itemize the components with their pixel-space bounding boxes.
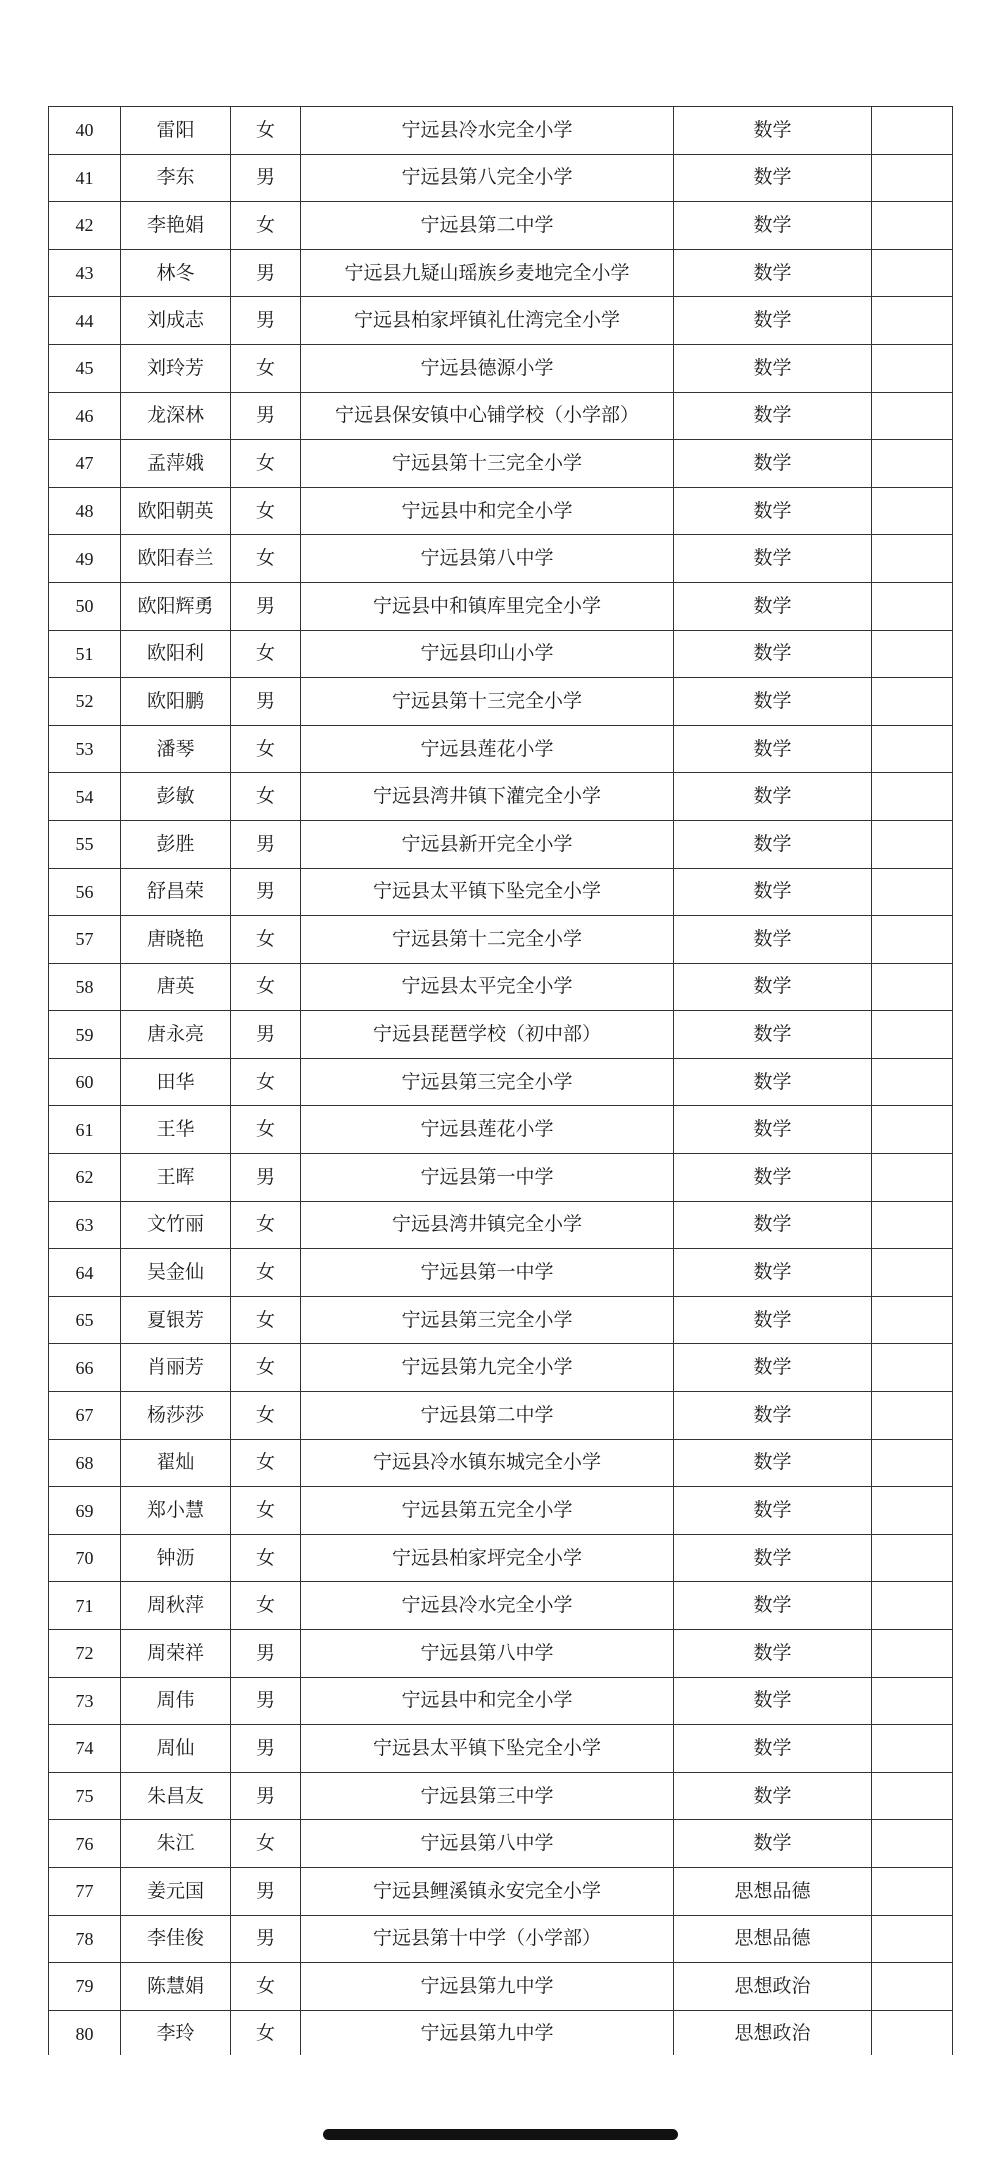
note-cell bbox=[872, 297, 953, 345]
table-row bbox=[49, 1534, 953, 1582]
gender-cell: 男 bbox=[231, 1154, 301, 1202]
subject-cell: 数学 bbox=[674, 1487, 872, 1535]
table-row bbox=[49, 344, 953, 392]
subject-cell: 思想品德 bbox=[674, 1867, 872, 1915]
note-cell bbox=[872, 344, 953, 392]
teacher-name-cell: 李东 bbox=[121, 154, 231, 202]
school-cell: 宁远县第八中学 bbox=[301, 1820, 674, 1868]
subject-cell: 数学 bbox=[674, 1677, 872, 1725]
school-cell: 宁远县琵琶学校（初中部） bbox=[301, 1011, 674, 1059]
gender-cell: 男 bbox=[231, 154, 301, 202]
note-cell bbox=[872, 440, 953, 488]
subject-cell: 数学 bbox=[674, 1201, 872, 1249]
school-cell: 宁远县莲花小学 bbox=[301, 725, 674, 773]
note-cell bbox=[872, 725, 953, 773]
table-row bbox=[49, 630, 953, 678]
subject-cell: 数学 bbox=[674, 107, 872, 155]
subject-cell: 思想政治 bbox=[674, 1963, 872, 2011]
gender-cell: 男 bbox=[231, 249, 301, 297]
row-number-cell: 50 bbox=[49, 582, 121, 630]
gender-cell: 男 bbox=[231, 1915, 301, 1963]
gender-cell: 女 bbox=[231, 1296, 301, 1344]
gender-cell: 女 bbox=[231, 630, 301, 678]
row-number-cell: 69 bbox=[49, 1487, 121, 1535]
school-cell: 宁远县第九中学 bbox=[301, 2010, 674, 2055]
table-row bbox=[49, 820, 953, 868]
school-cell: 宁远县冷水完全小学 bbox=[301, 1582, 674, 1630]
note-cell bbox=[872, 1820, 953, 1868]
note-cell bbox=[872, 154, 953, 202]
note-cell bbox=[872, 2010, 953, 2055]
note-cell bbox=[872, 773, 953, 821]
row-number-cell: 57 bbox=[49, 916, 121, 964]
table-row bbox=[49, 1392, 953, 1440]
gender-cell: 女 bbox=[231, 916, 301, 964]
gender-cell: 女 bbox=[231, 1487, 301, 1535]
row-number-cell: 51 bbox=[49, 630, 121, 678]
note-cell bbox=[872, 1630, 953, 1678]
gender-cell: 男 bbox=[231, 297, 301, 345]
subject-cell: 数学 bbox=[674, 963, 872, 1011]
table-row bbox=[49, 1630, 953, 1678]
note-cell bbox=[872, 630, 953, 678]
row-number-cell: 80 bbox=[49, 2010, 121, 2055]
note-cell bbox=[872, 487, 953, 535]
school-cell: 宁远县中和镇库里完全小学 bbox=[301, 582, 674, 630]
subject-cell: 数学 bbox=[674, 1820, 872, 1868]
school-cell: 宁远县太平镇下坠完全小学 bbox=[301, 1725, 674, 1773]
gender-cell: 女 bbox=[231, 1201, 301, 1249]
row-number-cell: 72 bbox=[49, 1630, 121, 1678]
row-number-cell: 53 bbox=[49, 725, 121, 773]
table-row bbox=[49, 2010, 953, 2055]
teacher-name-cell: 唐永亮 bbox=[121, 1011, 231, 1059]
row-number-cell: 71 bbox=[49, 1582, 121, 1630]
teacher-name-cell: 吴金仙 bbox=[121, 1249, 231, 1297]
subject-cell: 数学 bbox=[674, 154, 872, 202]
subject-cell: 数学 bbox=[674, 1392, 872, 1440]
gender-cell: 女 bbox=[231, 487, 301, 535]
teacher-name-cell: 田华 bbox=[121, 1058, 231, 1106]
table-row bbox=[49, 1439, 953, 1487]
school-cell: 宁远县柏家坪完全小学 bbox=[301, 1534, 674, 1582]
school-cell: 宁远县德源小学 bbox=[301, 344, 674, 392]
teacher-name-cell: 翟灿 bbox=[121, 1439, 231, 1487]
gender-cell: 女 bbox=[231, 963, 301, 1011]
teacher-name-cell: 刘成志 bbox=[121, 297, 231, 345]
note-cell bbox=[872, 820, 953, 868]
row-number-cell: 75 bbox=[49, 1772, 121, 1820]
teacher-roster-sheet bbox=[48, 106, 952, 2055]
gender-cell: 男 bbox=[231, 820, 301, 868]
teacher-name-cell: 欧阳朝英 bbox=[121, 487, 231, 535]
gender-cell: 女 bbox=[231, 1963, 301, 2011]
note-cell bbox=[872, 249, 953, 297]
gender-cell: 男 bbox=[231, 1867, 301, 1915]
subject-cell: 数学 bbox=[674, 1154, 872, 1202]
gender-cell: 女 bbox=[231, 344, 301, 392]
teacher-name-cell: 唐晓艳 bbox=[121, 916, 231, 964]
subject-cell: 数学 bbox=[674, 535, 872, 583]
note-cell bbox=[872, 392, 953, 440]
school-cell: 宁远县鲤溪镇永安完全小学 bbox=[301, 1867, 674, 1915]
teacher-name-cell: 彭胜 bbox=[121, 820, 231, 868]
teacher-roster-table bbox=[48, 106, 953, 2055]
note-cell bbox=[872, 1725, 953, 1773]
teacher-name-cell: 朱昌友 bbox=[121, 1772, 231, 1820]
gender-cell: 女 bbox=[231, 440, 301, 488]
row-number-cell: 73 bbox=[49, 1677, 121, 1725]
note-cell bbox=[872, 1344, 953, 1392]
teacher-name-cell: 欧阳辉勇 bbox=[121, 582, 231, 630]
table-row bbox=[49, 1296, 953, 1344]
teacher-name-cell: 龙深林 bbox=[121, 392, 231, 440]
row-number-cell: 54 bbox=[49, 773, 121, 821]
row-number-cell: 65 bbox=[49, 1296, 121, 1344]
note-cell bbox=[872, 1534, 953, 1582]
teacher-name-cell: 钟沥 bbox=[121, 1534, 231, 1582]
teacher-name-cell: 欧阳利 bbox=[121, 630, 231, 678]
row-number-cell: 42 bbox=[49, 202, 121, 250]
table-row bbox=[49, 1677, 953, 1725]
row-number-cell: 47 bbox=[49, 440, 121, 488]
subject-cell: 数学 bbox=[674, 202, 872, 250]
note-cell bbox=[872, 202, 953, 250]
table-row bbox=[49, 1915, 953, 1963]
subject-cell: 思想政治 bbox=[674, 2010, 872, 2055]
row-number-cell: 55 bbox=[49, 820, 121, 868]
school-cell: 宁远县冷水镇东城完全小学 bbox=[301, 1439, 674, 1487]
teacher-name-cell: 舒昌荣 bbox=[121, 868, 231, 916]
gender-cell: 男 bbox=[231, 582, 301, 630]
subject-cell: 数学 bbox=[674, 1106, 872, 1154]
subject-cell: 数学 bbox=[674, 440, 872, 488]
note-cell bbox=[872, 1772, 953, 1820]
subject-cell: 数学 bbox=[674, 725, 872, 773]
note-cell bbox=[872, 1439, 953, 1487]
row-number-cell: 66 bbox=[49, 1344, 121, 1392]
gender-cell: 女 bbox=[231, 1534, 301, 1582]
subject-cell: 数学 bbox=[674, 249, 872, 297]
gender-cell: 男 bbox=[231, 1630, 301, 1678]
row-number-cell: 68 bbox=[49, 1439, 121, 1487]
subject-cell: 数学 bbox=[674, 1058, 872, 1106]
note-cell bbox=[872, 963, 953, 1011]
row-number-cell: 62 bbox=[49, 1154, 121, 1202]
note-cell bbox=[872, 1154, 953, 1202]
teacher-name-cell: 王晖 bbox=[121, 1154, 231, 1202]
note-cell bbox=[872, 1915, 953, 1963]
subject-cell: 数学 bbox=[674, 1249, 872, 1297]
row-number-cell: 61 bbox=[49, 1106, 121, 1154]
teacher-name-cell: 欧阳鹏 bbox=[121, 678, 231, 726]
school-cell: 宁远县第二中学 bbox=[301, 202, 674, 250]
table-row bbox=[49, 1820, 953, 1868]
teacher-name-cell: 周荣祥 bbox=[121, 1630, 231, 1678]
subject-cell: 数学 bbox=[674, 630, 872, 678]
teacher-name-cell: 林冬 bbox=[121, 249, 231, 297]
row-number-cell: 45 bbox=[49, 344, 121, 392]
row-number-cell: 46 bbox=[49, 392, 121, 440]
gender-cell: 女 bbox=[231, 773, 301, 821]
teacher-name-cell: 朱江 bbox=[121, 1820, 231, 1868]
table-row bbox=[49, 725, 953, 773]
note-cell bbox=[872, 868, 953, 916]
table-row bbox=[49, 1154, 953, 1202]
row-number-cell: 67 bbox=[49, 1392, 121, 1440]
gender-cell: 男 bbox=[231, 1725, 301, 1773]
school-cell: 宁远县太平完全小学 bbox=[301, 963, 674, 1011]
table-row bbox=[49, 440, 953, 488]
gender-cell: 女 bbox=[231, 1058, 301, 1106]
school-cell: 宁远县九疑山瑶族乡麦地完全小学 bbox=[301, 249, 674, 297]
home-indicator-bar[interactable] bbox=[323, 2129, 678, 2140]
table-row bbox=[49, 1772, 953, 1820]
teacher-name-cell: 李艳娟 bbox=[121, 202, 231, 250]
note-cell bbox=[872, 1201, 953, 1249]
gender-cell: 男 bbox=[231, 1677, 301, 1725]
school-cell: 宁远县印山小学 bbox=[301, 630, 674, 678]
table-row bbox=[49, 1201, 953, 1249]
table-row bbox=[49, 1582, 953, 1630]
gender-cell: 女 bbox=[231, 1820, 301, 1868]
teacher-name-cell: 周秋萍 bbox=[121, 1582, 231, 1630]
subject-cell: 数学 bbox=[674, 1011, 872, 1059]
gender-cell: 男 bbox=[231, 1772, 301, 1820]
teacher-name-cell: 杨莎莎 bbox=[121, 1392, 231, 1440]
row-number-cell: 43 bbox=[49, 249, 121, 297]
note-cell bbox=[872, 1296, 953, 1344]
table-row bbox=[49, 202, 953, 250]
teacher-name-cell: 欧阳春兰 bbox=[121, 535, 231, 583]
subject-cell: 数学 bbox=[674, 678, 872, 726]
school-cell: 宁远县冷水完全小学 bbox=[301, 107, 674, 155]
subject-cell: 数学 bbox=[674, 487, 872, 535]
row-number-cell: 44 bbox=[49, 297, 121, 345]
table-row bbox=[49, 1249, 953, 1297]
school-cell: 宁远县第九完全小学 bbox=[301, 1344, 674, 1392]
teacher-name-cell: 周伟 bbox=[121, 1677, 231, 1725]
row-number-cell: 76 bbox=[49, 1820, 121, 1868]
row-number-cell: 60 bbox=[49, 1058, 121, 1106]
teacher-name-cell: 陈慧娟 bbox=[121, 1963, 231, 2011]
teacher-name-cell: 文竹丽 bbox=[121, 1201, 231, 1249]
table-row bbox=[49, 535, 953, 583]
table-row bbox=[49, 582, 953, 630]
gender-cell: 女 bbox=[231, 1439, 301, 1487]
table-row bbox=[49, 1058, 953, 1106]
subject-cell: 思想品德 bbox=[674, 1915, 872, 1963]
table-row bbox=[49, 1867, 953, 1915]
school-cell: 宁远县第八中学 bbox=[301, 535, 674, 583]
subject-cell: 数学 bbox=[674, 297, 872, 345]
subject-cell: 数学 bbox=[674, 582, 872, 630]
subject-cell: 数学 bbox=[674, 1296, 872, 1344]
teacher-name-cell: 刘玲芳 bbox=[121, 344, 231, 392]
table-row bbox=[49, 678, 953, 726]
note-cell bbox=[872, 916, 953, 964]
note-cell bbox=[872, 1582, 953, 1630]
teacher-name-cell: 彭敏 bbox=[121, 773, 231, 821]
table-row bbox=[49, 1011, 953, 1059]
subject-cell: 数学 bbox=[674, 392, 872, 440]
row-number-cell: 58 bbox=[49, 963, 121, 1011]
row-number-cell: 41 bbox=[49, 154, 121, 202]
note-cell bbox=[872, 678, 953, 726]
note-cell bbox=[872, 1963, 953, 2011]
subject-cell: 数学 bbox=[674, 1725, 872, 1773]
teacher-name-cell: 雷阳 bbox=[121, 107, 231, 155]
subject-cell: 数学 bbox=[674, 344, 872, 392]
subject-cell: 数学 bbox=[674, 1630, 872, 1678]
row-number-cell: 78 bbox=[49, 1915, 121, 1963]
note-cell bbox=[872, 1867, 953, 1915]
teacher-name-cell: 李佳俊 bbox=[121, 1915, 231, 1963]
gender-cell: 男 bbox=[231, 678, 301, 726]
school-cell: 宁远县中和完全小学 bbox=[301, 1677, 674, 1725]
school-cell: 宁远县第十三完全小学 bbox=[301, 678, 674, 726]
row-number-cell: 64 bbox=[49, 1249, 121, 1297]
row-number-cell: 79 bbox=[49, 1963, 121, 2011]
note-cell bbox=[872, 1677, 953, 1725]
school-cell: 宁远县第一中学 bbox=[301, 1249, 674, 1297]
school-cell: 宁远县莲花小学 bbox=[301, 1106, 674, 1154]
row-number-cell: 63 bbox=[49, 1201, 121, 1249]
teacher-name-cell: 孟萍娥 bbox=[121, 440, 231, 488]
school-cell: 宁远县湾井镇完全小学 bbox=[301, 1201, 674, 1249]
row-number-cell: 56 bbox=[49, 868, 121, 916]
school-cell: 宁远县第三完全小学 bbox=[301, 1296, 674, 1344]
note-cell bbox=[872, 107, 953, 155]
school-cell: 宁远县第五完全小学 bbox=[301, 1487, 674, 1535]
subject-cell: 数学 bbox=[674, 916, 872, 964]
table-row bbox=[49, 392, 953, 440]
row-number-cell: 70 bbox=[49, 1534, 121, 1582]
table-row bbox=[49, 154, 953, 202]
school-cell: 宁远县第八完全小学 bbox=[301, 154, 674, 202]
teacher-name-cell: 潘琴 bbox=[121, 725, 231, 773]
school-cell: 宁远县湾井镇下灌完全小学 bbox=[301, 773, 674, 821]
school-cell: 宁远县第二中学 bbox=[301, 1392, 674, 1440]
teacher-name-cell: 周仙 bbox=[121, 1725, 231, 1773]
school-cell: 宁远县保安镇中心铺学校（小学部） bbox=[301, 392, 674, 440]
subject-cell: 数学 bbox=[674, 1534, 872, 1582]
school-cell: 宁远县柏家坪镇礼仕湾完全小学 bbox=[301, 297, 674, 345]
gender-cell: 女 bbox=[231, 1344, 301, 1392]
gender-cell: 女 bbox=[231, 1582, 301, 1630]
school-cell: 宁远县太平镇下坠完全小学 bbox=[301, 868, 674, 916]
gender-cell: 女 bbox=[231, 2010, 301, 2055]
table-row bbox=[49, 1344, 953, 1392]
table-row bbox=[49, 963, 953, 1011]
row-number-cell: 77 bbox=[49, 1867, 121, 1915]
school-cell: 宁远县第三完全小学 bbox=[301, 1058, 674, 1106]
roster-body bbox=[49, 107, 953, 2055]
teacher-name-cell: 姜元国 bbox=[121, 1867, 231, 1915]
gender-cell: 女 bbox=[231, 1249, 301, 1297]
subject-cell: 数学 bbox=[674, 1772, 872, 1820]
table-row bbox=[49, 773, 953, 821]
teacher-name-cell: 夏银芳 bbox=[121, 1296, 231, 1344]
table-row bbox=[49, 249, 953, 297]
table-row bbox=[49, 916, 953, 964]
table-row bbox=[49, 107, 953, 155]
row-number-cell: 49 bbox=[49, 535, 121, 583]
gender-cell: 男 bbox=[231, 392, 301, 440]
gender-cell: 女 bbox=[231, 725, 301, 773]
note-cell bbox=[872, 1487, 953, 1535]
subject-cell: 数学 bbox=[674, 1582, 872, 1630]
gender-cell: 女 bbox=[231, 1392, 301, 1440]
school-cell: 宁远县第十三完全小学 bbox=[301, 440, 674, 488]
table-row bbox=[49, 297, 953, 345]
teacher-name-cell: 李玲 bbox=[121, 2010, 231, 2055]
subject-cell: 数学 bbox=[674, 1439, 872, 1487]
school-cell: 宁远县第一中学 bbox=[301, 1154, 674, 1202]
teacher-name-cell: 王华 bbox=[121, 1106, 231, 1154]
note-cell bbox=[872, 1011, 953, 1059]
table-row bbox=[49, 1725, 953, 1773]
note-cell bbox=[872, 1058, 953, 1106]
teacher-name-cell: 郑小慧 bbox=[121, 1487, 231, 1535]
teacher-name-cell: 唐英 bbox=[121, 963, 231, 1011]
school-cell: 宁远县第八中学 bbox=[301, 1630, 674, 1678]
table-row bbox=[49, 487, 953, 535]
gender-cell: 男 bbox=[231, 868, 301, 916]
table-row bbox=[49, 1487, 953, 1535]
row-number-cell: 59 bbox=[49, 1011, 121, 1059]
table-row bbox=[49, 1106, 953, 1154]
teacher-name-cell: 肖丽芳 bbox=[121, 1344, 231, 1392]
row-number-cell: 52 bbox=[49, 678, 121, 726]
school-cell: 宁远县第九中学 bbox=[301, 1963, 674, 2011]
note-cell bbox=[872, 535, 953, 583]
table-row bbox=[49, 1963, 953, 2011]
note-cell bbox=[872, 582, 953, 630]
school-cell: 宁远县第十中学（小学部） bbox=[301, 1915, 674, 1963]
subject-cell: 数学 bbox=[674, 868, 872, 916]
note-cell bbox=[872, 1392, 953, 1440]
gender-cell: 女 bbox=[231, 1106, 301, 1154]
school-cell: 宁远县第十二完全小学 bbox=[301, 916, 674, 964]
note-cell bbox=[872, 1249, 953, 1297]
school-cell: 宁远县第三中学 bbox=[301, 1772, 674, 1820]
gender-cell: 女 bbox=[231, 535, 301, 583]
table-row bbox=[49, 868, 953, 916]
gender-cell: 女 bbox=[231, 107, 301, 155]
gender-cell: 男 bbox=[231, 1011, 301, 1059]
row-number-cell: 74 bbox=[49, 1725, 121, 1773]
row-number-cell: 48 bbox=[49, 487, 121, 535]
note-cell bbox=[872, 1106, 953, 1154]
school-cell: 宁远县中和完全小学 bbox=[301, 487, 674, 535]
school-cell: 宁远县新开完全小学 bbox=[301, 820, 674, 868]
gender-cell: 女 bbox=[231, 202, 301, 250]
subject-cell: 数学 bbox=[674, 1344, 872, 1392]
subject-cell: 数学 bbox=[674, 820, 872, 868]
subject-cell: 数学 bbox=[674, 773, 872, 821]
row-number-cell: 40 bbox=[49, 107, 121, 155]
